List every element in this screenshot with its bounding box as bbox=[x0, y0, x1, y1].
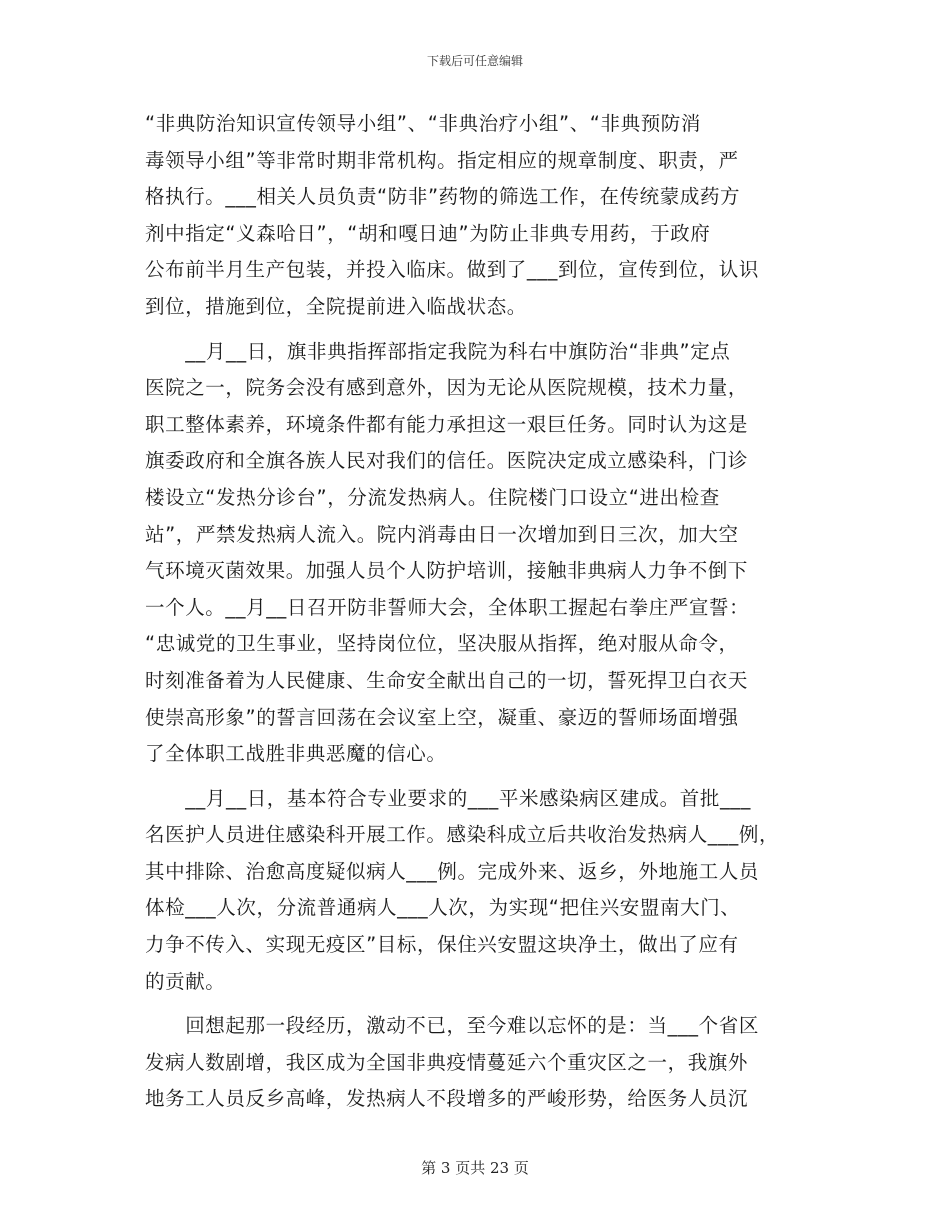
page-footer: 第 3 页共 23 页 bbox=[421, 1159, 529, 1177]
text-line: 体检___人次，分流普通病人___人次，为实现“把住兴安盟南大门、 bbox=[145, 896, 741, 920]
paragraph bbox=[145, 1008, 807, 1118]
text-line: __月__日，基本符合专业要求的___平米感染病区建成。首批___ bbox=[145, 786, 752, 810]
page-header: 下载后可任意编辑 bbox=[426, 54, 523, 68]
text-line: 了全体职工战胜非典恶魔的信心。 bbox=[145, 742, 447, 766]
text-line: 气环境灭菌效果。加强人员个人防护培训，接触非典病人力争不倒下 bbox=[145, 559, 749, 583]
paragraph bbox=[145, 334, 807, 773]
text-line: 其中排除、治愈高度疑似病人___例。完成外来、返乡，外地施工人员 bbox=[145, 859, 759, 883]
paragraph bbox=[145, 781, 807, 1001]
text-line: 到位，措施到位，全院提前进入临战状态。 bbox=[145, 294, 527, 318]
text-line: 的贡献。 bbox=[145, 969, 226, 993]
text-line: __月__日，旗非典指挥部指定我院为科右中旗防治“非典”定点 bbox=[145, 339, 731, 363]
text-line: 力争不传入、实现无疫区”目标，保住兴安盟这块净土，做出了应有 bbox=[145, 933, 739, 957]
text-line: 剂中指定“义森哈日”，“胡和嘎日迪”为防止非典专用药，于政府 bbox=[145, 221, 711, 245]
paragraph-gap bbox=[145, 1000, 807, 1008]
text-line: 使崇高形象”的誓言回荡在会议室上空，凝重、豪迈的誓师场面增强 bbox=[145, 705, 739, 729]
text-line: 站”，严禁发热病人流入。院内消毒由日一次增加到日三次，加大空 bbox=[145, 522, 739, 546]
text-line: 医院之一，院务会没有感到意外，因为无论从医院规模，技术力量， bbox=[145, 376, 749, 400]
paragraph-gap bbox=[145, 773, 807, 781]
text-line: 公布前半月生产包装，并投入临床。做到了___到位，宣传到位，认识 bbox=[145, 258, 759, 282]
text-line: 回想起那一段经历，激动不已，至今难以忘怀的是：当___个省区 bbox=[145, 1014, 759, 1038]
text-line: 发病人数剧增，我区成为全国非典疫情蔓延六个重灾区之一，我旗外 bbox=[145, 1050, 749, 1074]
text-line: 旗委政府和全旗各族人民对我们的信任。医院决定成立感染科，门诊 bbox=[145, 449, 749, 473]
paragraph bbox=[145, 106, 807, 326]
text-line: 格执行。___相关人员负责“防非”药物的筛选工作，在传统蒙成药方 bbox=[145, 185, 741, 209]
text-line: 职工整体素养，环境条件都有能力承担这一艰巨任务。同时认为这是 bbox=[145, 412, 749, 436]
text-line: “非典防治知识宣传领导小组”、“非典治疗小组”、“非典预防消 bbox=[145, 112, 702, 135]
text-line: 时刻准备着为人民健康、生命安全献出自己的一切，誓死捍卫白衣天 bbox=[145, 668, 749, 692]
text-line: 一个人。__月__日召开防非誓师大会，全体职工握起右拳庄严宣誓： bbox=[145, 595, 750, 619]
document-body bbox=[145, 106, 807, 1118]
text-line: “忠诚党的卫生事业，坚持岗位位，坚决服从指挥，绝对服从命令， bbox=[145, 632, 739, 656]
text-line: 地务工人员反乡高峰，发热病人不段增多的严峻形势，给医务人员沉 bbox=[145, 1087, 749, 1111]
text-line: 毒领导小组”等非常时期非常机构。指定相应的规章制度、职责，严 bbox=[145, 148, 739, 172]
paragraph-gap bbox=[145, 326, 807, 334]
text-line: 楼设立“发热分诊台”，分流发热病人。住院楼门口设立“进出检查 bbox=[145, 485, 720, 509]
text-line: 名医护人员进住感染科开展工作。感染科成立后共收治发热病人___例， bbox=[145, 823, 780, 847]
